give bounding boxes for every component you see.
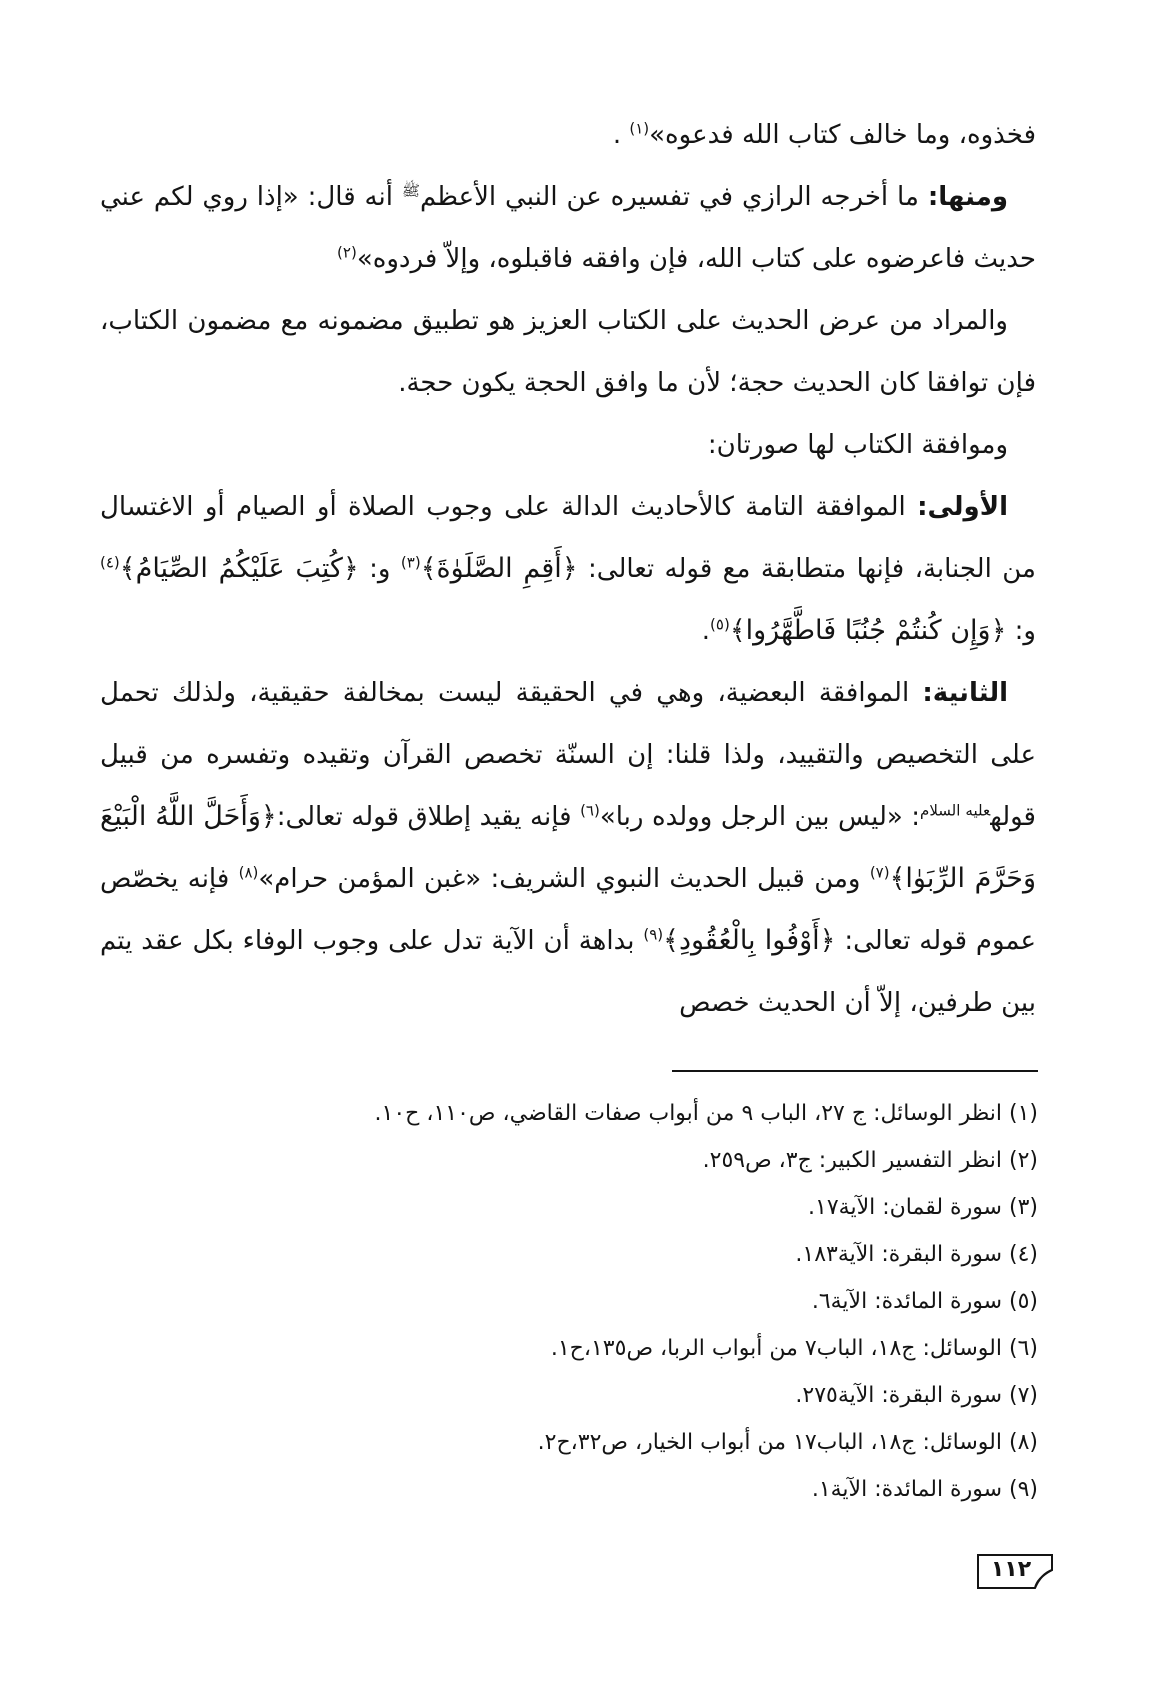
quran-verse-1: ﴿أَقِمِ الصَّلَوٰةَ﴾ <box>420 553 578 584</box>
paragraph-3 <box>100 290 1036 414</box>
paragraph-6-lead: الثانية: <box>922 678 1008 708</box>
paragraph-6 <box>100 662 1036 1034</box>
paragraph-4-text: وموافقة الكتاب لها صورتان: <box>707 430 1008 460</box>
paragraph-6-text-b: : «ليس بين الرجل وولده ربا» <box>599 802 921 832</box>
footnote-ref-7: (٧) <box>869 863 890 882</box>
paragraph-3-text: والمراد من عرض الحديث على الكتاب العزيز هو تطبيق مضمونه مع مضمون الكتاب، فإن توافقا كان الحديث حجة؛ لأن ما وافق الحجة يكون حجة. <box>100 306 1036 398</box>
footnote-separator <box>672 1070 1038 1072</box>
quran-verse-4: ﴿وَأَحَلَّ اللَّهُ الْبَيْعَ وَحَرَّمَ الرِّبَوٰا﴾ <box>100 801 1036 894</box>
paragraph-2-lead: ومنها: <box>927 182 1009 212</box>
footnote-ref-6: (٦) <box>580 801 600 820</box>
paragraph-6-text-f: بداهة أن الآية تدل على وجوب الوفاء بكل عقد يتم بين طرفين، إلاّ أن الحديث خصص <box>100 926 1036 1018</box>
paragraph-2-text-a: ما أخرجه الرازي في تفسيره عن النبي الأعظم <box>419 182 928 212</box>
footnote-ref-2: (٢) <box>337 243 357 262</box>
quran-verse-2: ﴿كُتِبَ عَلَيْكُمُ الصِّيَامُ﴾ <box>119 553 359 584</box>
honorific-mark-2: عليه السلام <box>920 801 991 820</box>
page-number: ١١٢ <box>990 1557 1032 1582</box>
paragraph-6-text-e: فإنه يخصّص عموم قوله تعالى: <box>100 864 1036 956</box>
paragraph-5-lead: الأولى: <box>917 492 1008 522</box>
paragraph-6-text-c: فإنه يقيد إطلاق قوله تعالى: <box>276 802 581 832</box>
footnotes-list <box>260 1090 1038 1513</box>
footnote-7: (٧) سورة البقرة: الآية٢٧٥. <box>795 1383 1038 1408</box>
paragraph-6-text-a: الموافقة البعضية، وهي في الحقيقة ليست بمخالفة حقيقية، ولذلك تحمل على التخصيص والتقييد، ولذا قلنا: إن السنّة تخصص القرآن وتقيده وتفسره من قبيل قوله <box>100 678 1036 832</box>
paragraph-5 <box>100 476 1036 662</box>
paragraph-5-end: . <box>701 616 711 646</box>
paragraph-1-end: . <box>612 120 630 150</box>
footnote-3: (٣) سورة لقمان: الآية١٧. <box>808 1195 1038 1220</box>
footnote-ref-4: (٤) <box>100 553 120 572</box>
footnote-ref-8: (٨) <box>238 863 259 882</box>
main-text <box>100 104 1036 1034</box>
paragraph-2 <box>100 166 1036 290</box>
footnote-2: (٢) انظر التفسير الكبير: ج٣، ص٢٥٩. <box>702 1148 1038 1173</box>
quran-verse-3: ﴿وَإِن كُنتُمْ جُنُبًا فَاطَّهَّرُوا﴾ <box>729 615 1007 646</box>
conjunction-1: و: <box>358 554 401 584</box>
footnote-ref-1: (١) <box>629 119 650 138</box>
footnote-8: (٨) الوسائل: ج١٨، الباب١٧ من أبواب الخيار، ص٣٢،ح٢. <box>537 1430 1038 1455</box>
footnote-ref-3: (٣) <box>400 553 421 572</box>
footnote-4: (٤) سورة البقرة: الآية١٨٣. <box>795 1242 1038 1267</box>
footnote-5: (٥) سورة المائدة: الآية٦. <box>811 1289 1038 1314</box>
paragraph-6-text-d: ومن قبيل الحديث النبوي الشريف: «غبن المؤمن حرام» <box>258 864 870 894</box>
page-number-frame <box>975 1552 1055 1592</box>
honorific-mark: ﷺ <box>401 181 420 200</box>
paragraph-4 <box>100 414 1036 476</box>
footnote-ref-5: (٥) <box>710 615 730 634</box>
paragraph-1 <box>100 104 1036 166</box>
quran-verse-5: ﴿أَوْفُوا بِالْعُقُودِ﴾ <box>663 925 836 956</box>
footnote-1: (١) انظر الوسائل: ج ٢٧، الباب ٩ من أبواب صفات القاضي، ص١١٠، ح١٠. <box>374 1101 1038 1126</box>
footnote-9: (٩) سورة المائدة: الآية١. <box>811 1477 1038 1502</box>
conjunction-2: و: <box>1006 616 1036 646</box>
paragraph-5-text-a: الموافقة التامة كالأحاديث الدالة على وجوب الصلاة أو الصيام أو الاغتسال من الجنابة، فإنها متطابقة مع قوله تعالى: <box>100 492 1036 584</box>
footnote-6: (٦) الوسائل: ج١٨، الباب٧ من أبواب الربا، ص١٣٥،ح١. <box>550 1336 1038 1361</box>
paragraph-1-text: فخذوه، وما خالف كتاب الله فدعوه» <box>649 120 1036 150</box>
footnote-ref-9: (٩) <box>643 925 664 944</box>
paragraph-2-text-b: أنه قال: «إذا روي لكم عني حديث فاعرضوه على كتاب الله، فإن وافقه فاقبلوه، وإلاّ فردوه» <box>100 182 1036 274</box>
